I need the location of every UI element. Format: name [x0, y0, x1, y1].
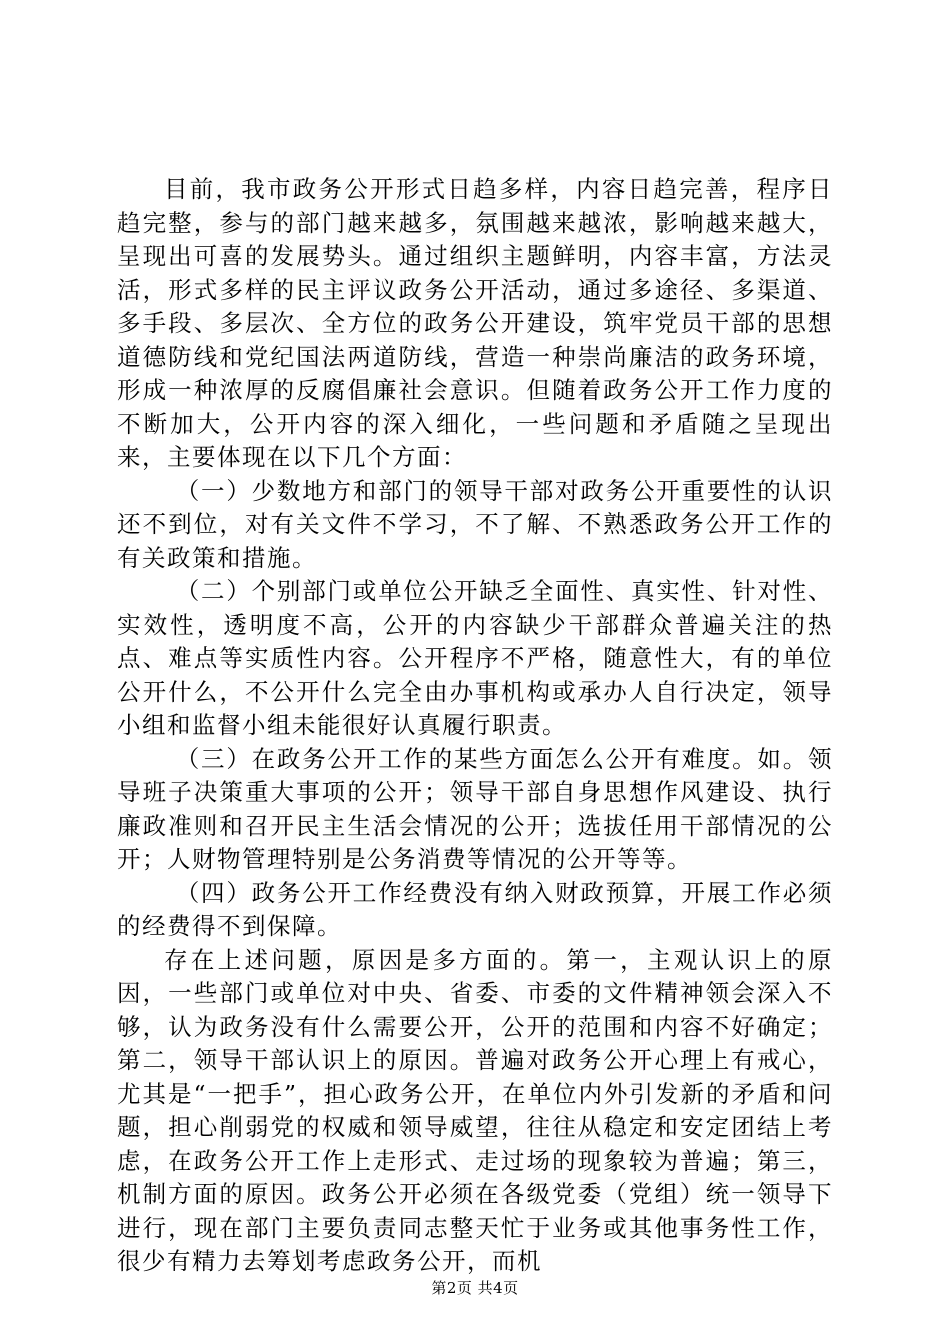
document-body [117, 173, 833, 1279]
paragraph-item-2: （二）个别部门或单位公开缺乏全面性、真实性、针对性、实效性，透明度不高，公开的内容缺少干部群众普遍关注的热点、难点等实质性内容。公开程序不严格，随意性大，有的单位公开什么，不公开什么完全由办事机构或承办人自行决定，领导小组和监督小组未能很好认真履行职责。 [117, 577, 833, 739]
paragraph-intro: 目前，我市政务公开形式日趋多样，内容日趋完善，程序日趋完整，参与的部门越来越多，氛围越来越浓，影响越来越大，呈现出可喜的发展势头。通过组织主题鲜明，内容丰富，方法灵活，形式多样的民主评议政务公开活动，通过多途径、多渠道、多手段、多层次、全方位的政务公开建设，筑牢党员干部的思想道德防线和党纪国法两道防线，营造一种崇尚廉洁的政务环境，形成一种浓厚的反腐倡廉社会意识。但随着政务公开工作力度的不断加大，公开内容的深入细化，一些问题和矛盾随之呈现出来，主要体现在以下几个方面： [117, 175, 833, 471]
page-number-footer: 第2页 共4页 [431, 1279, 519, 1297]
paragraph-causes: 存在上述问题，原因是多方面的。第一，主观认识上的原因，一些部门或单位对中央、省委、市委的文件精神领会深入不够，认为政务没有什么需要公开，公开的范围和内容不好确定；第二，领导干部认识上的原因。普遍对政务公开心理上有戒心，尤其是“一把手”，担心政务公开，在单位内外引发新的矛盾和问题，担心削弱党的权威和领导威望，往往从稳定和安定团结上考虑，在政务公开工作上走形式、走过场的现象较为普遍；第三，机制方面的原因。政务公开必须在各级党委（党组）统一领导下进行，现在部门主要负责同志整天忙于业务或其他事务性工作，很少有精力去筹划考虑政务公开，而机 [117, 945, 833, 1275]
paragraph-item-1: （一）少数地方和部门的领导干部对政务公开重要性的认识还不到位，对有关文件不学习，不了解、不熟悉政务公开工作的有关政策和措施。 [117, 476, 833, 572]
paragraph-item-4: （四）政务公开工作经费没有纳入财政预算，开展工作必须的经费得不到保障。 [117, 878, 833, 940]
paragraph-item-3: （三）在政务公开工作的某些方面怎么公开有难度。如。领导班子决策重大事项的公开；领导干部自身思想作风建设、执行廉政准则和召开民主生活会情况的公开；选拔任用干部情况的公开；人财物管理特别是公务消费等情况的公开等等。 [117, 744, 833, 873]
